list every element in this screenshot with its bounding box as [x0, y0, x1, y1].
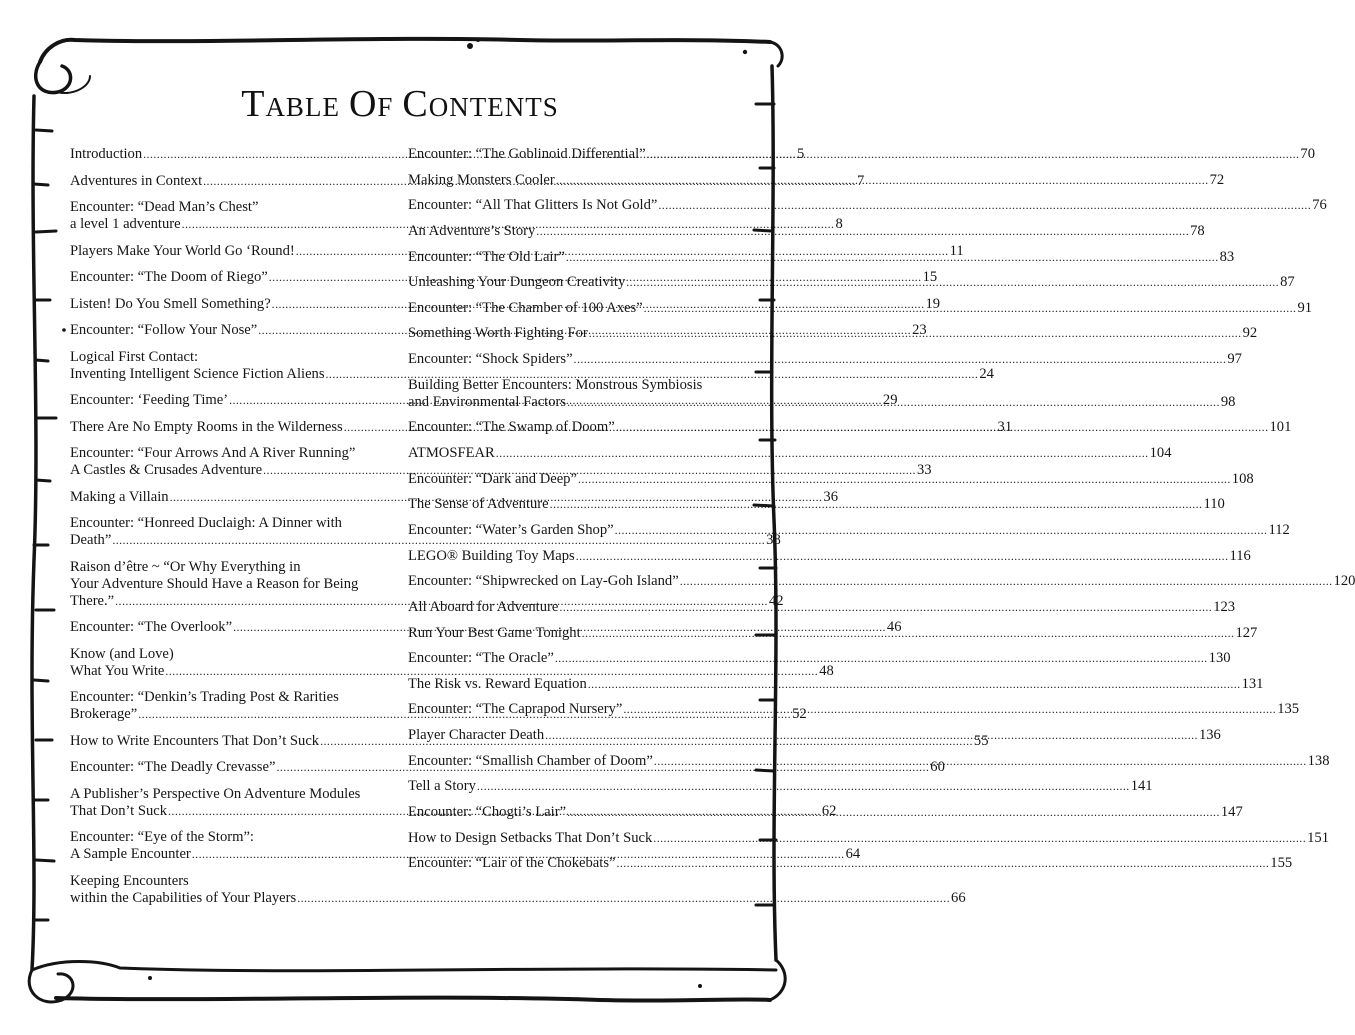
toc-entry-line [70, 662, 834, 680]
toc-entry-title: Encounter: “The Caprapod Nursery” [408, 701, 623, 718]
toc-entry-page-number: 120 [1333, 573, 1355, 590]
toc-entry-line [70, 365, 994, 383]
toc-entry[interactable] [408, 778, 1153, 795]
toc-entry-title-line: Encounter: “Honreed Duclaigh: A Dinner with [70, 515, 342, 531]
toc-entry-title: What You Write [70, 662, 165, 679]
toc-entry-page-number: 42 [768, 592, 784, 609]
title-word: OF [348, 83, 394, 125]
toc-entry-page-number: 130 [1208, 650, 1231, 667]
toc-entry-title: Making a Villain [70, 488, 169, 505]
toc-entry-title: Encounter: “Shock Spiders” [408, 351, 573, 368]
toc-entry-title: Run Your Best Game Tonight [408, 624, 581, 641]
toc-entry-page-number: 131 [1241, 675, 1264, 692]
toc-entry-title-line: A Publisher’s Perspective On Adventure Modules [70, 785, 361, 802]
dot-leader [654, 753, 1307, 770]
dot-leader [626, 274, 1279, 291]
toc-entry-page-number: 29 [882, 392, 898, 408]
toc-entry-line [408, 445, 1172, 462]
toc-entry-line [408, 197, 1327, 214]
dot-leader [653, 830, 1306, 847]
dot-leader [647, 146, 1300, 163]
toc-entry-title: Encounter: “Shipwrecked on Lay-Goh Island” [408, 573, 679, 590]
dot-leader [297, 890, 950, 907]
title-word: TABLE [241, 83, 340, 125]
toc-entry-line [70, 889, 966, 907]
dot-leader [616, 855, 1269, 872]
toc-entry-title: a level 1 adventure [70, 216, 181, 232]
toc-entry-page-number: 38 [766, 532, 781, 548]
dot-leader [555, 650, 1208, 667]
toc-entry-page-number: 8 [835, 216, 843, 232]
dot-leader [616, 419, 1269, 436]
toc-entry-title: Encounter: “The Chamber of 100 Axes” [408, 299, 643, 316]
toc-entry-page-number: 7 [856, 172, 865, 189]
title-word: CONTENTS [402, 83, 559, 125]
toc-entry-page-number: 78 [1190, 222, 1205, 239]
toc-entry-title: Encounter: “The Overlook” [70, 619, 233, 635]
toc-entry-title: Encounter: “Smallish Chamber of Doom” [408, 752, 653, 769]
toc-entry-page-number: 127 [1235, 624, 1258, 641]
toc-entry-title: Encounter: “Water’s Garden Shop” [408, 521, 614, 538]
toc-entry-title-line: Keeping Encounters [70, 872, 189, 889]
toc-entry-title: within the Capabilities of Your Players [70, 889, 297, 906]
toc-entry-title-line: Know (and Love) [70, 645, 174, 662]
toc-entry-page-number: 112 [1268, 521, 1290, 538]
toc-entry-page-number: 48 [819, 662, 834, 679]
toc-entry[interactable] [408, 650, 1231, 667]
page-title [0, 82, 800, 126]
toc-entry-title-line: Encounter: “Dead Man’s Chest” [70, 199, 259, 215]
toc-entry-page-number: 141 [1130, 778, 1153, 795]
dot-leader [559, 599, 1212, 616]
toc-entry-line [408, 573, 1355, 590]
toc-entry-line [70, 846, 861, 863]
dot-leader [588, 676, 1241, 693]
toc-entry-title-line: Building Better Encounters: Monstrous Symbiosis [408, 376, 703, 393]
toc-entry-page-number: 60 [930, 759, 945, 775]
toc-entry[interactable] [70, 872, 966, 907]
toc-entry-title: Listen! Do You Smell Something? [70, 295, 271, 312]
toc-entry-page-number: 147 [1220, 804, 1243, 821]
toc-entry-title: There.” [70, 592, 115, 609]
dot-leader [545, 727, 1198, 744]
toc-entry-title: Encounter: “The Old Lair” [408, 248, 565, 265]
toc-entry-page-number: 108 [1231, 470, 1254, 487]
toc-entry-title: Encounter: “The Deadly Crevasse” [70, 759, 276, 775]
toc-entry-title: How to Design Setbacks That Don’t Suck [408, 829, 653, 846]
toc-entry-page-number: 104 [1149, 445, 1172, 462]
toc-entry-title-line: Raison d’être ~ “Or Why Everything in [70, 558, 301, 575]
toc-entry[interactable] [408, 351, 1242, 368]
toc-entry-line [408, 829, 1329, 847]
dot-leader [536, 223, 1189, 240]
toc-entry-title: Encounter: ‘Feeding Time’ [70, 392, 229, 408]
dot-leader [644, 300, 1297, 317]
dot-leader [576, 548, 1229, 565]
toc-entry-title: Encounter: “The Doom of Riego” [70, 269, 268, 285]
toc-entry-title-line: Logical First Contact: [70, 348, 199, 365]
toc-entry-page-number: 97 [1227, 351, 1242, 368]
toc-entry-page-number: 11 [949, 242, 964, 259]
toc-entry-title: That Don’t Suck [70, 802, 168, 819]
toc-entry[interactable] [408, 675, 1264, 693]
toc-entry-page-number: 70 [1300, 146, 1316, 162]
toc-entry-title: A Castles & Crusades Adventure [70, 462, 263, 478]
toc-entry-page-number: 5 [796, 146, 805, 162]
toc-entry[interactable] [408, 222, 1205, 240]
toc-entry-title: A Sample Encounter [70, 846, 191, 862]
toc-entry-page-number: 62 [821, 802, 837, 819]
toc-entry-title: Tell a Story [408, 778, 476, 795]
dot-leader [567, 394, 1220, 411]
dot-leader [550, 496, 1203, 513]
dot-leader [556, 172, 1209, 189]
toc-entry-title: Encounter: “Follow Your Nose” [70, 322, 258, 338]
toc-entry-title: Encounter: “All That Glitters Is Not Gold” [408, 197, 658, 214]
toc-entry-page-number: 83 [1219, 248, 1235, 265]
toc-entry-line [408, 675, 1264, 693]
toc-entry-title-line: Encounter: “Denkin’s Trading Post & Rarities [70, 689, 339, 705]
toc-entry-line [408, 650, 1231, 667]
dot-leader [566, 249, 1219, 266]
dot-leader [623, 701, 1276, 718]
toc-entry-page-number: 110 [1203, 496, 1225, 513]
toc-entry-title: Encounter: “The Swamp of Doom” [408, 419, 615, 436]
dot-leader [496, 445, 1149, 462]
dot-leader [680, 573, 1333, 590]
toc-entry-title: Encounter: “The Goblinoid Differential” [408, 146, 646, 162]
toc-entry[interactable] [408, 521, 1290, 539]
toc-entry-title: The Sense of Adventure [408, 496, 549, 513]
toc-entry-page-number: 123 [1213, 598, 1236, 615]
toc-entry[interactable] [408, 855, 1293, 872]
toc-entry-page-number: 87 [1280, 274, 1295, 291]
toc-entry-page-number: 92 [1242, 325, 1258, 342]
toc-entry-page-number: 23 [912, 322, 927, 338]
toc-entry-title: All Aboard for Adventure [408, 598, 559, 615]
toc-entry-page-number: 98 [1220, 393, 1236, 410]
toc-entry-line [408, 778, 1153, 795]
toc-entry[interactable] [408, 171, 1225, 189]
toc-entry-page-number: 91 [1297, 299, 1313, 316]
toc-entry-page-number: 15 [922, 269, 938, 285]
toc-entry-title-line: Your Adventure Should Have a Reason for Being [70, 575, 359, 592]
dot-leader [615, 522, 1268, 539]
toc-entry-title: Encounter: “Dark and Deep” [408, 470, 577, 487]
toc-entry-title: Something Worth Fighting For [408, 325, 588, 342]
toc-entry-title: How to Write Encounters That Don’t Suck [70, 732, 320, 749]
dot-leader [658, 197, 1311, 214]
toc-entry-page-number: 24 [979, 365, 994, 382]
toc-entry-page-number: 135 [1277, 701, 1300, 718]
toc-entry-title: Brokerage” [70, 706, 138, 722]
toc-entry-line [408, 855, 1293, 872]
toc-entry-page-number: 64 [845, 846, 861, 862]
toc-entry-page-number: 151 [1307, 829, 1329, 846]
toc-entry-line [408, 146, 1316, 163]
toc-entry-page-number: 19 [925, 295, 941, 312]
toc-entry-page-number: 66 [951, 889, 966, 906]
toc-entry-line [408, 171, 1225, 189]
toc-entry-title: The Risk vs. Reward Equation [408, 675, 587, 692]
toc-entry-title: Player Character Death [408, 727, 545, 744]
toc-entry-page-number: 31 [997, 418, 1013, 435]
toc-entry-line [408, 222, 1205, 240]
dot-leader [567, 804, 1220, 821]
dot-leader [574, 351, 1227, 368]
toc-entry[interactable] [408, 445, 1172, 462]
toc-entry-page-number: 52 [792, 706, 807, 722]
toc-entry-page-number: 101 [1269, 419, 1292, 436]
toc-entry-title: Players Make Your World Go ‘Round! [70, 242, 295, 259]
toc-entry-page-number: 46 [886, 619, 902, 635]
toc-entry-page-number: 116 [1229, 547, 1251, 564]
toc-entry-title: Unleashing Your Dungeon Creativity [408, 274, 626, 291]
toc-entry-page-number: 138 [1307, 752, 1330, 769]
toc-entry-page-number: 136 [1198, 727, 1221, 744]
toc-entry-title: Adventures in Context [70, 172, 203, 189]
toc-entry-title: An Adventure’s Story [408, 222, 536, 239]
toc-entry[interactable] [408, 547, 1251, 565]
toc-entry-page-number: 55 [973, 732, 989, 749]
toc-entry-page-number: 33 [916, 462, 932, 478]
toc-entry-page-number: 155 [1270, 855, 1293, 872]
toc-entry-title: Inventing Intelligent Science Fiction Aliens [70, 365, 325, 382]
dot-leader [578, 471, 1231, 488]
toc-entry-title: ATMOSFEAR [408, 445, 495, 462]
toc-entry-page-number: 76 [1312, 197, 1327, 214]
toc-entry-title: Death” [70, 532, 112, 548]
toc-entry-title: Encounter: “Lair of the Chokebats” [408, 855, 616, 872]
toc-entry-title-line: Encounter: “Eye of the Storm”: [70, 829, 254, 845]
dot-leader [589, 325, 1242, 342]
toc-entry-title-line: Encounter: “Four Arrows And A River Running” [70, 445, 356, 461]
toc-entry-title: Introduction [70, 146, 143, 162]
dot-leader [477, 778, 1130, 795]
toc-entry[interactable] [408, 197, 1327, 214]
toc-entry-title: Making Monsters Cooler [408, 171, 555, 188]
toc-entry-page-number: 36 [823, 488, 838, 505]
toc-entry[interactable] [408, 829, 1329, 847]
toc-entry-line [408, 547, 1251, 565]
toc-entry-title: and Environmental Factors [408, 393, 567, 410]
toc-entry-title: LEGO® Building Toy Maps [408, 547, 575, 564]
toc-entry[interactable] [408, 146, 1316, 163]
toc-entry-title: Encounter: “Chogti’s Lair” [408, 804, 567, 821]
toc-entry-line [408, 351, 1242, 368]
toc-entry-title: There Are No Empty Rooms in the Wilderness [70, 418, 343, 435]
toc-entry-line [408, 521, 1290, 539]
dot-leader [582, 625, 1235, 642]
toc-entry-title: Encounter: “The Oracle” [408, 650, 554, 667]
toc-entry-line [70, 532, 781, 549]
toc-entry[interactable] [408, 573, 1355, 590]
toc-entry-page-number: 72 [1209, 171, 1225, 188]
